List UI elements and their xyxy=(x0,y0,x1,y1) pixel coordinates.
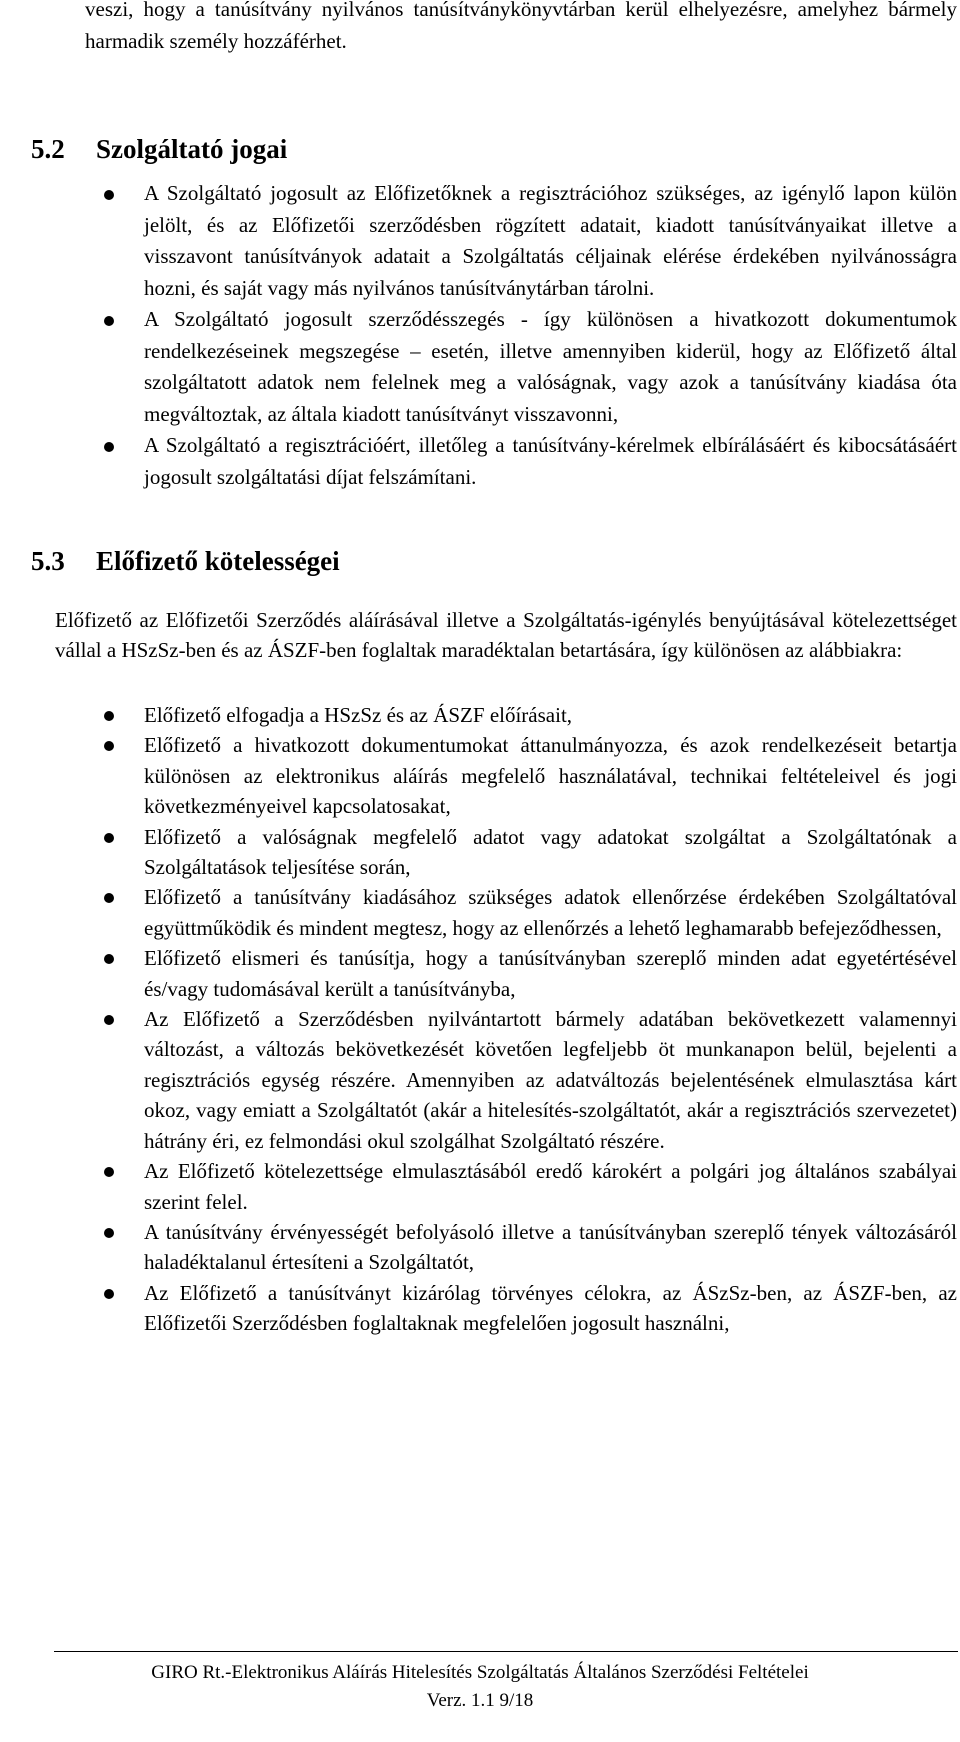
section-number: 5.3 xyxy=(31,546,65,576)
bullet-icon xyxy=(104,1167,114,1177)
list-item: A Szolgáltató jogosult az Előfizetőknek a regisztrációhoz szükséges, az igénylő lapon külön jelölt, és az Előfizetői szerződésben rögzített adatait, kiadott tanúsítványaikat illetve a visszavont tanúsítványok adatait a Szolgáltatás céljainak elérése érdekében nyilvánosságra hozni, és saját vagy más nyilvános tanúsítványtárban tárolni. xyxy=(0,178,957,304)
footer-title: GIRO Rt.-Elektronikus Aláírás Hitelesítés Szolgáltatás Általános Szerződési Feltételei xyxy=(151,1662,809,1683)
bullet-icon xyxy=(104,1289,114,1299)
list-item: Az Előfizető a Szerződésben nyilvántartott bármely adatában bekövetkezett valamennyi változást, a változás bekövetkezését követően legfeljebb öt munkanapon belül, bejelenti a regisztrációs egység részére. Amennyiben az adatváltozás bejelentésének elmulasztása kárt okoz, vagy emiatt a Szolgáltatót (akár a hitelesítés-szolgáltatót, akár a regisztrációs szervezetet) hátrány éri, ez felmondási okul szolgálhat Szolgáltató részére. xyxy=(0,1004,957,1156)
bullet-icon xyxy=(104,1228,114,1238)
section-number: 5.2 xyxy=(31,134,65,164)
obligations-list xyxy=(0,700,960,1339)
list-item: Előfizető elismeri és tanúsítja, hogy a tanúsítványban szereplő minden adat egyetértésével és/vagy tudomásával került a tanúsítványba, xyxy=(0,943,957,1004)
bullet-icon xyxy=(104,893,114,903)
bullet-icon xyxy=(104,1015,114,1025)
list-item: Az Előfizető kötelezettsége elmulasztásából eredő károkért a polgári jog általános szabályai szerint felel. xyxy=(0,1156,957,1217)
list-item: Az Előfizető a tanúsítványt kizárólag törvényes célokra, az ÁSzSz-ben, az ÁSZF-ben, az Előfizetői Szerződésben foglaltaknak megfelelően jogosult használni, xyxy=(0,1278,957,1339)
list-item: A tanúsítvány érvényességét befolyásoló illetve a tanúsítványban szereplő tények változásáról haladéktalanul értesíteni a Szolgáltatót, xyxy=(0,1217,957,1278)
bullet-icon xyxy=(104,190,114,200)
list-item: A Szolgáltató jogosult szerződésszegés - így különösen a hivatkozott dokumentumok rendelkezéseinek megszegése – esetén, illetve amennyiben kiderül, hogy az Előfizető által szolgáltatott adatok nem felelnek meg a valóságnak, vagy azok a tanúsítvány kiadása óta megváltoztak, az általa kiadott tanúsítványt visszavonni, xyxy=(0,304,957,430)
section-intro: Előfizető az Előfizetői Szerződés aláírásával illetve a Szolgáltatás-igénylés benyújtásával kötelezettséget vállal a HSzSz-ben és az ÁSZF-ben foglaltak maradéktalan betartására, így különösen az alábbiakra: xyxy=(55,608,957,662)
rights-list xyxy=(0,178,960,493)
bullet-icon xyxy=(104,741,114,751)
intro-continuation: veszi, hogy a tanúsítvány nyilvános tanúsítványkönyvtárban kerül elhelyezésre, amelyhez bármely harmadik személy hozzáférhet. xyxy=(85,0,957,53)
bullet-icon xyxy=(104,833,114,843)
list-item: Előfizető a tanúsítvány kiadásához szükséges adatok ellenőrzése érdekében Szolgáltatóval együttműködik és mindent megtesz, hogy az ellenőrzés a lehető leghamarabb befejeződhessen, xyxy=(0,882,957,943)
section-title: Előfizető kötelességei xyxy=(96,546,340,576)
list-item: Előfizető a hivatkozott dokumentumokat áttanulmányozza, és azok rendelkezéseit betartja különösen az elektronikus aláírás megfelelő használatával, technikai feltételeivel és jogi következményeivel kapcsolatosakat, xyxy=(0,730,957,821)
bullet-icon xyxy=(104,954,114,964)
bullet-icon xyxy=(104,711,114,721)
bullet-icon xyxy=(104,442,114,452)
bullet-icon xyxy=(104,316,114,326)
list-item: A Szolgáltató a regisztrációért, illetőleg a tanúsítvány-kérelmek elbírálásáért és kibocsátásáért jogosult szolgáltatási díjat felszámítani. xyxy=(0,430,957,493)
list-item: Előfizető a valóságnak megfelelő adatot vagy adatokat szolgáltat a Szolgáltatónak a Szolgáltatások teljesítése során, xyxy=(0,822,957,883)
section-title: Szolgáltató jogai xyxy=(96,134,288,164)
footer-divider xyxy=(54,1651,958,1652)
footer-page-number: Verz. 1.1 9/18 xyxy=(426,1690,534,1711)
section-heading-5-2 xyxy=(31,132,287,166)
list-item: Előfizető elfogadja a HSzSz és az ÁSZF előírásait, xyxy=(0,700,957,730)
section-heading-5-3 xyxy=(31,544,340,578)
